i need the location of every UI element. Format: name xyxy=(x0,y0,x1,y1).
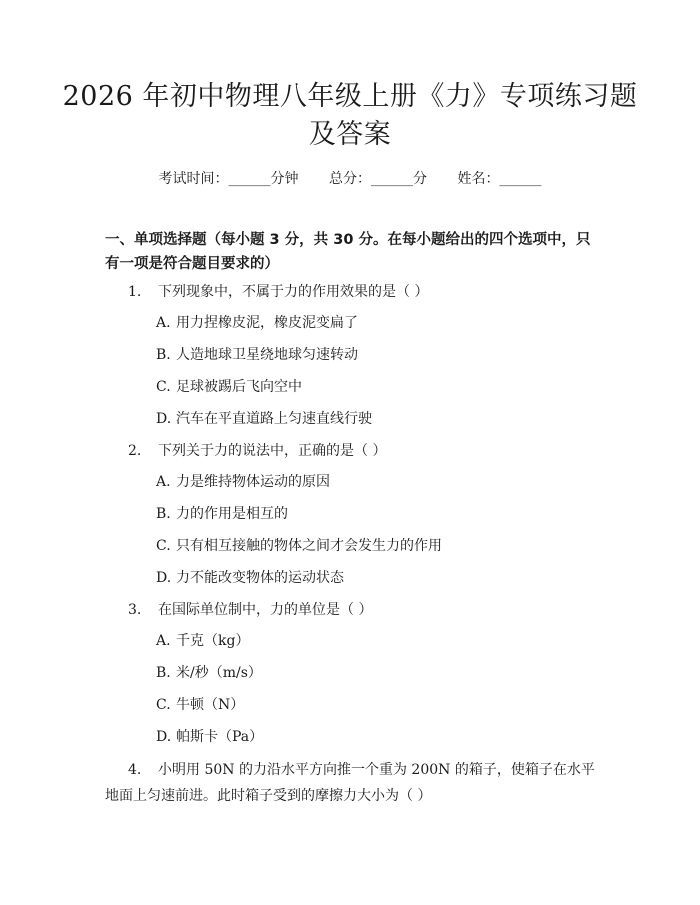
option-1a xyxy=(156,313,358,333)
student-name-field: 姓名：______ xyxy=(457,171,542,187)
total-score-field: 总分：______分 xyxy=(329,171,427,187)
option-text: 人造地球卫星绕地球匀速转动 xyxy=(176,347,358,363)
question-3 xyxy=(128,600,372,620)
option-letter: A. xyxy=(156,474,171,490)
question-number: 3. xyxy=(128,602,142,618)
section-heading: 一、单项选择题（每小题 3 分，共 30 分。在每小题给出的四个选项中，只有一项是符合题目要求的） xyxy=(105,232,591,272)
option-1d xyxy=(156,409,372,429)
option-text: 力是维持物体运动的原因 xyxy=(176,474,330,490)
option-text: 帕斯卡（Pa） xyxy=(176,729,264,745)
option-2b xyxy=(156,504,288,524)
option-text: 足球被踢后飞向空中 xyxy=(176,379,302,395)
option-letter: D. xyxy=(156,411,172,427)
option-3d xyxy=(156,727,263,747)
option-letter: B. xyxy=(156,506,171,522)
document-title: 2026 年初中物理八年级上册《力》专项练习题及答案 xyxy=(62,81,638,150)
option-2a xyxy=(156,472,330,492)
option-letter: C. xyxy=(156,538,171,554)
question-stem: 在国际单位制中，力的单位是（ ） xyxy=(158,602,373,618)
option-text: 只有相互接触的物体之间才会发生力的作用 xyxy=(176,538,442,554)
option-text: 米/秒（m/s） xyxy=(176,665,262,681)
option-letter: C. xyxy=(156,697,171,713)
option-text: 汽车在平直道路上匀速直线行驶 xyxy=(176,411,372,427)
option-3b xyxy=(156,663,262,683)
exam-info-line xyxy=(0,169,700,189)
question-1 xyxy=(128,282,428,302)
option-letter: C. xyxy=(156,379,171,395)
exam-time-field: 考试时间：______分钟 xyxy=(158,171,299,187)
option-2d xyxy=(156,568,344,588)
question-number: 2. xyxy=(128,443,142,459)
option-text: 牛顿（N） xyxy=(176,697,245,713)
question-number: 1. xyxy=(128,284,142,300)
option-text: 用力捏橡皮泥，橡皮泥变扁了 xyxy=(176,315,358,331)
option-letter: D. xyxy=(156,570,172,586)
option-text: 千克（kg） xyxy=(176,633,250,649)
option-2c xyxy=(156,536,442,556)
question-stem: 小明用 50N 的力沿水平方向推一个重为 200N 的箱子，使箱子在水平地面上匀速前进。此时箱子受到的摩擦力大小为（ ） xyxy=(105,762,595,804)
option-1b xyxy=(156,345,358,365)
question-4 xyxy=(105,757,600,809)
option-letter: A. xyxy=(156,315,171,331)
option-1c xyxy=(156,377,302,397)
option-text: 力不能改变物体的运动状态 xyxy=(176,570,344,586)
option-letter: B. xyxy=(156,665,171,681)
question-stem: 下列现象中，不属于力的作用效果的是（ ） xyxy=(158,284,429,300)
option-letter: D. xyxy=(156,729,172,745)
question-number: 4. xyxy=(128,762,142,778)
option-letter: A. xyxy=(156,633,171,649)
option-letter: B. xyxy=(156,347,171,363)
question-2 xyxy=(128,441,386,461)
option-3a xyxy=(156,631,249,651)
question-stem: 下列关于力的说法中，正确的是（ ） xyxy=(158,443,387,459)
option-3c xyxy=(156,695,244,715)
option-text: 力的作用是相互的 xyxy=(176,506,288,522)
